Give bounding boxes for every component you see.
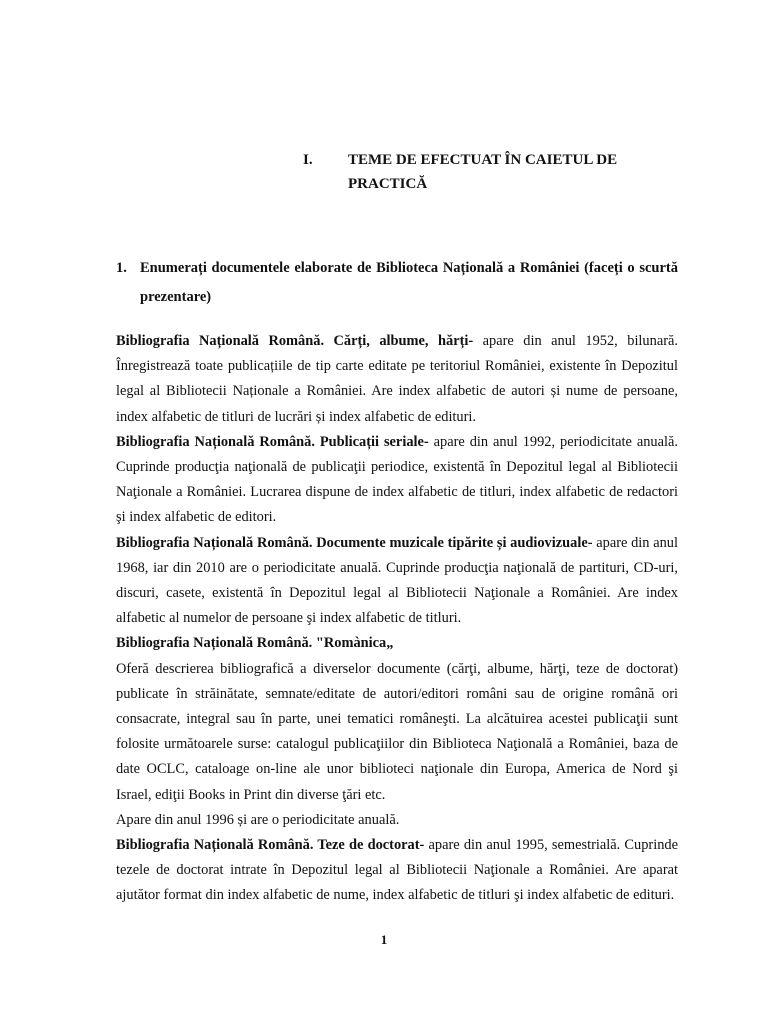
romanica-note: Apare din anul 1996 și are o periodicitate anuală. — [116, 811, 400, 828]
question-1 — [116, 254, 678, 312]
entry-text: apare din anul 1995, semestrială. Cuprinde tezele de doctorat intrate în Depozitul legal al Bibliotecii Naţionale a României. Are aparat ajutător format din index alfabetic de nume, index alfabetic de titluri şi index alfabetic de edituri. — [116, 837, 678, 904]
page-number: 1 — [380, 932, 388, 947]
entry-title: Bibliografia Națională Română. Teze de doctorat- — [116, 837, 425, 854]
romanica-paragraph: Oferă descrierea bibliografică a diverselor documente (cărţi, albume, hărţi, teze de doctorat) publicate în străinătate, semnate/editate de autori/editori români sau de origine română ori consacrate, integral sau în parte, unei tematici româneşti. La alcătuirea acestei publicaţii sunt folosite următoarele surse: catalogul publicaţiilor din Biblioteca Naţională a României, baza de date OCLC, cataloage on-line ale unor biblioteci naţionale din Europa, America de Nord şi Israel, ediţii Books in Print din diverse ţări etc. — [116, 660, 678, 803]
entry-text: apare din anul 1992, periodicitate anuală. Cuprinde producţia naţională de publicaţii periodice, existentă în Depozitul legal al Bibliotecii Naţionale a României. Lucrarea dispune de index alfabetic de titluri, index alfabetic de redactori şi index alfabetic de editori. — [116, 433, 678, 526]
entry-title: Bibliografia Națională Română. "Romànica„ — [116, 635, 394, 652]
entry-title: Bibliografia Națională Română. Documente muzicale tipărite și audiovizuale- — [116, 534, 593, 551]
entry-text: apare din anul 1952, bilunară. Înregistrează toate publicațiile de tip carte editate pe teritoriul României, existente în Depozitul legal al Bibliotecii Naționale a României. Are index alfabetic de autori și nume de persoane, index alfabetic de titluri de lucrări și index alfabetic de edituri. — [116, 333, 678, 425]
entry-seriale — [116, 430, 678, 531]
section-number: I. — [303, 152, 313, 168]
question-text: Enumerați documentele elaborate de Biblioteca Națională a României (faceți o scurtă prezentare) — [140, 260, 678, 305]
entry-teze — [116, 833, 678, 909]
section-title: TEME DE EFECTUAT ÎN CAIETUL DE PRACTICĂ — [348, 152, 618, 192]
entry-title: Bibliografia Națională Română. Publicații seriale- — [116, 433, 429, 450]
entry-text: apare din anul 1968, iar din 2010 are o periodicitate anuală. Cuprinde producţia naţională de partituri, CD-uri, discuri, casete, existentă în Depozitul legal al Bibliotecii Naţionale a României. Are index alfabetic al numelor de persoane şi index alfabetic de titluri. — [116, 534, 678, 627]
entry-romanica — [116, 631, 678, 656]
entry-title: Bibliografia Națională Română. Cărți, albume, hărți- — [116, 333, 474, 349]
answer-body — [116, 329, 678, 909]
entry-muzicale — [116, 531, 678, 632]
question-number: 1. — [116, 260, 127, 276]
entry-carti — [116, 329, 678, 430]
